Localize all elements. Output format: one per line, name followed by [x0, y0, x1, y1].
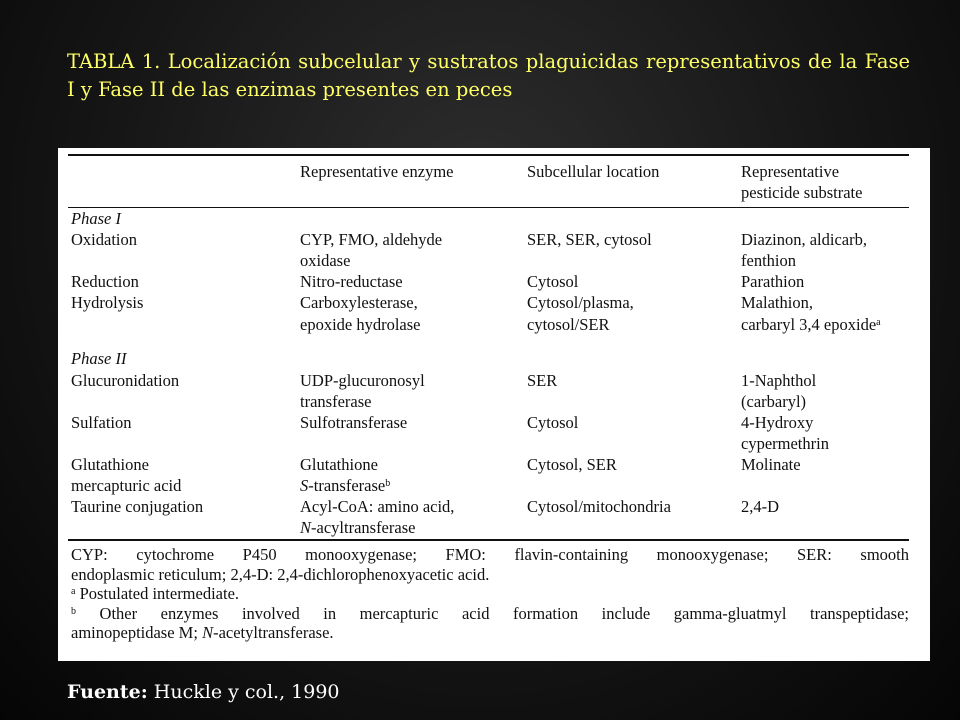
slide-title: TABLA 1. Localización subcelular y sustratos plaguicidas representativos de la Fase I y Fase II de las enzimas presentes en peces	[67, 50, 910, 101]
location-sulfation: Cytosol	[527, 413, 579, 432]
substrate-oxidation-line1: Diazinon, aldicarb,	[741, 230, 867, 249]
footnote-b-line2	[71, 623, 909, 643]
footnote-b-mark: b	[71, 605, 76, 617]
location-glucuronidation: SER	[527, 371, 558, 390]
header-substrate-line1: Representative	[741, 162, 840, 181]
header-rule	[68, 207, 909, 208]
reaction-glutathione-line1: Glutathione	[71, 455, 149, 474]
table-footnotes	[71, 545, 909, 643]
substrate-glucuronidation-line1: 1-Naphthol	[741, 371, 817, 390]
table-image	[58, 148, 930, 661]
reaction-reduction: Reduction	[71, 272, 139, 291]
source-citation	[67, 678, 340, 706]
substrate-sulfation-line1: 4-Hydroxy	[741, 413, 814, 432]
location-reduction: Cytosol	[527, 272, 579, 291]
enzyme-glutathione-line2	[300, 475, 390, 496]
phase-2-label: Phase II	[71, 349, 127, 368]
footnote-abbrev-line2: endoplasmic reticulum; 2,4-D: 2,4-dichlorophenoxyacetic acid.	[71, 564, 490, 584]
enzyme-hydrolysis-line2: epoxide hydrolase	[300, 315, 421, 334]
enzyme-glutathione-line1: Glutathione	[300, 455, 378, 474]
location-hydrolysis-line1: Cytosol/plasma,	[527, 293, 634, 312]
footnote-abbrev-line1: CYP: cytochrome P450 monooxygenase; FMO: flavin-containing monooxygenase; SER: smooth	[71, 545, 909, 564]
enzyme-glutathione-italic: S	[300, 476, 309, 495]
reaction-hydrolysis: Hydrolysis	[71, 293, 144, 312]
footnote-b-line2-a: aminopeptidase M;	[71, 623, 203, 642]
enzyme-sulfation: Sulfotransferase	[300, 413, 408, 432]
phase-1-label: Phase I	[71, 209, 121, 228]
location-taurine: Cytosol/mitochondria	[527, 497, 671, 516]
footnote-a-text: Postulated intermediate.	[75, 584, 240, 603]
footnote-a	[71, 584, 909, 604]
enzyme-taurine-italic: N	[300, 518, 312, 537]
reaction-oxidation: Oxidation	[71, 230, 137, 249]
footnote-a-mark: a	[71, 586, 76, 597]
enzyme-oxidation-line1: CYP, FMO, aldehyde	[300, 230, 443, 249]
substrate-sulfation-line2: cypermethrin	[741, 434, 829, 453]
enzyme-reduction: Nitro-reductase	[300, 272, 403, 291]
header-enzyme: Representative enzyme	[300, 162, 454, 181]
footnote-b-line1	[71, 604, 909, 624]
substrate-glutathione: Molinate	[741, 455, 801, 474]
enzyme-glucuronidation-line1: UDP-glucuronosyl	[300, 371, 425, 390]
table-bottom-rule	[68, 539, 909, 541]
location-oxidation: SER, SER, cytosol	[527, 230, 652, 249]
reaction-glutathione-line2: mercapturic acid	[71, 476, 182, 495]
reaction-glucuronidation: Glucuronidation	[71, 371, 180, 390]
location-glutathione: Cytosol, SER	[527, 455, 617, 474]
reaction-taurine: Taurine conjugation	[71, 497, 204, 516]
header-substrate-line2: pesticide substrate	[741, 183, 863, 202]
substrate-taurine: 2,4-D	[741, 497, 780, 516]
substrate-hydrolysis-line2	[741, 314, 881, 335]
enzyme-glutathione-text: -transferase	[308, 476, 386, 495]
enzyme-hydrolysis-line1: Carboxylesterase,	[300, 293, 418, 312]
location-hydrolysis-line2: cytosol/SER	[527, 315, 610, 334]
footnote-b-marker: b	[385, 478, 391, 489]
enzyme-glucuronidation-line2: transferase	[300, 392, 372, 411]
source-text: Huckle y col., 1990	[147, 681, 340, 703]
substrate-reduction: Parathion	[741, 272, 805, 291]
table-top-rule	[68, 154, 909, 156]
substrate-glucuronidation-line2: (carbaryl)	[741, 392, 807, 411]
source-label: Fuente:	[67, 681, 148, 703]
header-location: Subcellular location	[527, 162, 660, 181]
enzyme-taurine-text: -acyltransferase	[311, 518, 416, 537]
substrate-hydrolysis-text: carbaryl 3,4 epoxide	[741, 315, 877, 334]
enzyme-oxidation-line2: oxidase	[300, 251, 351, 270]
enzyme-taurine-line2	[300, 517, 415, 538]
reaction-sulfation: Sulfation	[71, 413, 132, 432]
footnote-b-text: Other enzymes involved in mercapturic acid formation include gamma-gluatmyl transpeptidase;	[76, 603, 909, 623]
footnote-b-line2-italic: N	[202, 623, 214, 642]
footnote-a-marker: a	[876, 317, 881, 328]
enzyme-taurine-line1: Acyl-CoA: amino acid,	[300, 497, 455, 516]
substrate-oxidation-line2: fenthion	[741, 251, 796, 270]
substrate-hydrolysis-line1: Malathion,	[741, 293, 813, 312]
footnote-b-line2-b: -acetyltransferase.	[213, 623, 334, 642]
